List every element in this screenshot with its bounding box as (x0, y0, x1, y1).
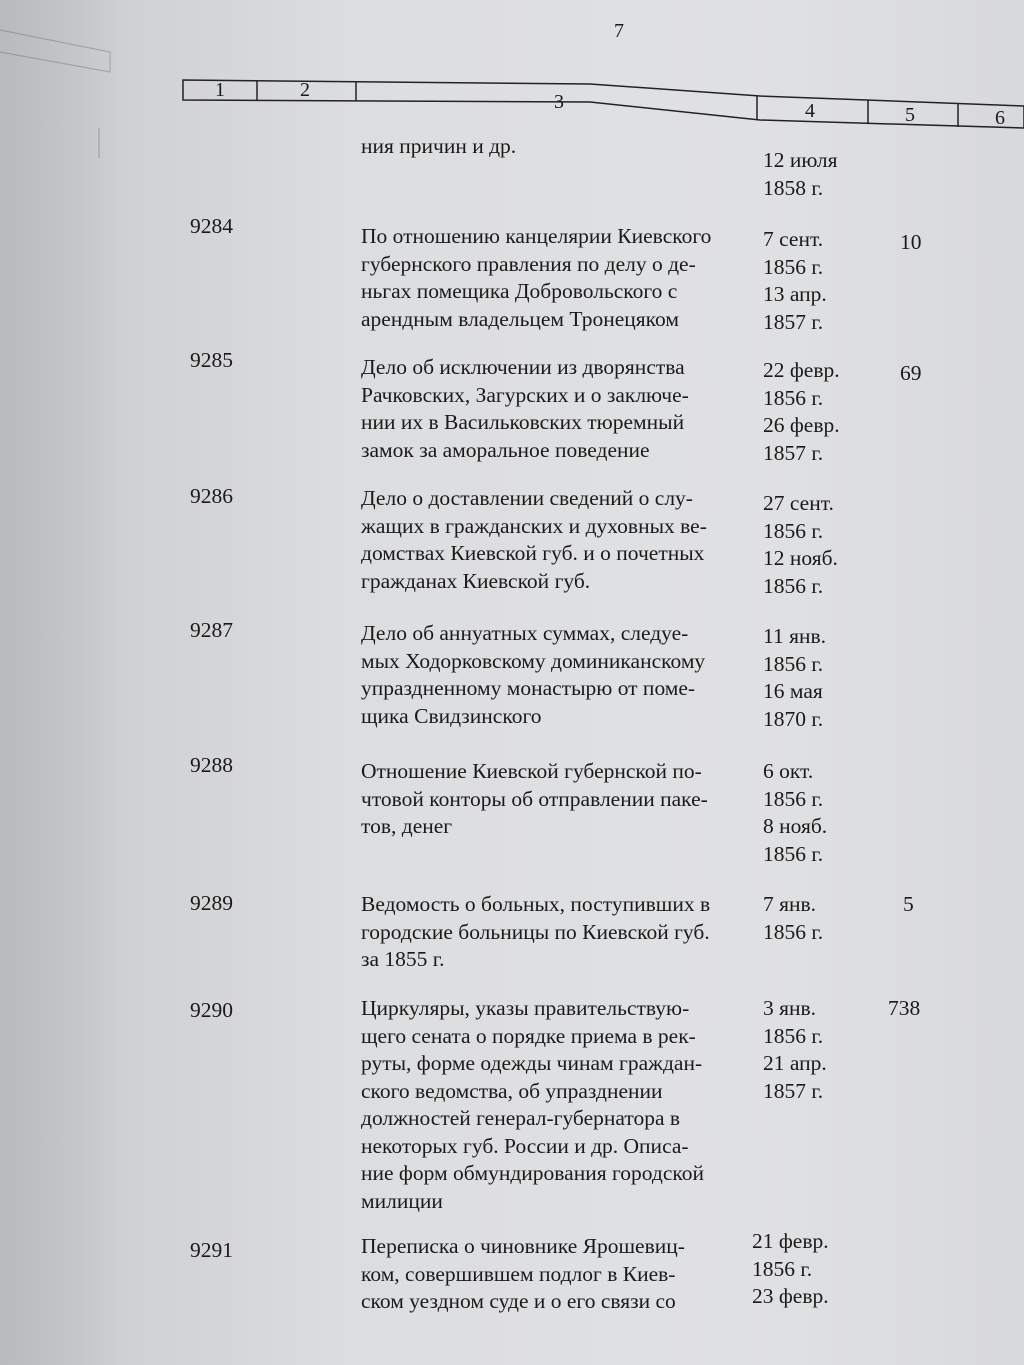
entry-number: 9287 (190, 618, 233, 642)
entry-title: Ведомость о больных, поступивших в городские больницы по Киевской губ. за 1855 г. (361, 892, 711, 971)
page-number: 7 (614, 20, 624, 42)
entry-number: 9288 (190, 753, 233, 777)
entry-sheets: 738 (888, 996, 921, 1020)
column-header-2: 2 (300, 79, 310, 101)
entry-dates: 3 янв. 1856 г. 21 апр. 1857 г. (763, 996, 827, 1103)
entry-title: Отношение Киевской губернской по- чтовой конторы об отправлении паке- тов, денег (361, 759, 708, 838)
entry-dates: 7 сент. 1856 г. 13 апр. 1857 г. (763, 227, 827, 334)
column-header-1: 1 (215, 79, 225, 101)
continuation-dates: 12 июля 1858 г. (763, 148, 838, 200)
entry-number: 9290 (190, 998, 233, 1022)
column-header-3: 3 (554, 91, 564, 113)
entry-dates: 21 февр. 1856 г. 23 февр. (752, 1229, 829, 1308)
entry-sheets: 5 (903, 892, 914, 916)
entry-number: 9291 (190, 1238, 233, 1262)
facing-page-edge (0, 0, 130, 1365)
column-header-5: 5 (905, 104, 915, 126)
entry-dates: 22 февр. 1856 г. 26 февр. 1857 г. (763, 358, 840, 465)
entry-title: Дело о доставлении сведений о слу- жащих в гражданских и духовных ве- домствах Киевской губ. и о почетных гражданах Киевской губ. (361, 486, 707, 593)
entry-title: По отношению канцелярии Киевского губернского правления по делу о де- ньгах помещика Добровольского с арендным владельцем Тронецяком (361, 224, 712, 331)
facing-page-header (0, 30, 110, 72)
entry-number: 9289 (190, 891, 233, 915)
column-header-6: 6 (995, 107, 1005, 129)
entry-title: Переписка о чиновнике Ярошевиц- ком, совершившем подлог в Киев- ском уездном суде и о его связи со (361, 1234, 685, 1313)
entry-title: Дело об исключении из дворянства Рачковских, Загурских и о заключе- нии их в Васильковских тюремный замок за аморальное поведение (361, 355, 689, 462)
column-header-frame (0, 0, 1024, 140)
entry-sheets: 69 (900, 361, 922, 385)
entry-dates: 27 сент. 1856 г. 12 нояб. 1856 г. (763, 491, 838, 598)
entry-dates: 7 янв. 1856 г. (763, 892, 824, 944)
entry-title: Циркуляры, указы правительствую- щего сената о порядке приема в рек- руты, форме одежды чинам граждан- ского ведомства, об упразднении должностей генерал-губернатора в некоторых губ. России и др. Описа- ние форм обмундирования городской милиции (361, 996, 704, 1213)
continuation-title: ния причин и др. (361, 134, 517, 158)
entry-sheets: 10 (900, 230, 922, 254)
entry-dates: 11 янв. 1856 г. 16 мая 1870 г. (763, 624, 826, 731)
column-header-4: 4 (805, 100, 815, 122)
entry-number: 9286 (190, 484, 233, 508)
entry-number: 9285 (190, 348, 233, 372)
entry-title: Дело об аннуатных суммах, следуе- мых Ходорковскому доминиканскому упраздненному монастырю от поме- щика Свидзинского (361, 621, 706, 728)
entry-dates: 6 окт. 1856 г. 8 нояб. 1856 г. (763, 759, 828, 866)
entry-number: 9284 (190, 214, 233, 238)
